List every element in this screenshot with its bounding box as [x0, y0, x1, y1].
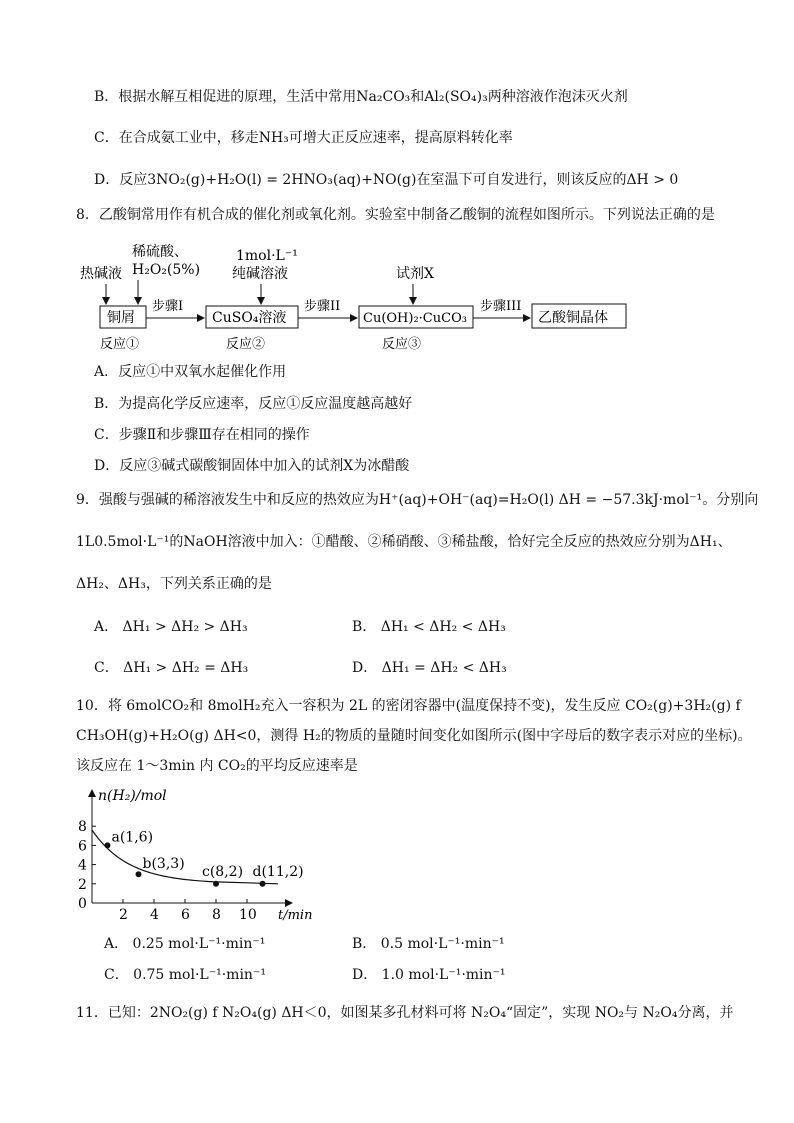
y-tick-label: 6 [78, 838, 87, 855]
q10-option-d: D． 1.0 mol·L⁻¹·min⁻¹ [352, 967, 506, 983]
flow-reagent1: 热碱液 [80, 266, 122, 282]
data-point [213, 881, 219, 887]
q7-option-d: D．反应3NO₂(g)+H₂O(l) = 2HNO₃(aq)+NO(g)在室温下可自发进行，则该反应的ΔH > 0 [94, 172, 679, 188]
y-tick-label: 2 [78, 876, 87, 893]
flow-reagent4: 试剂X [396, 266, 434, 282]
q7-option-b: B．根据水解互相促进的原理，生活中常用Na₂CO₃和Al₂(SO₄)₃两种溶液作泡沫灭火剂 [94, 89, 628, 105]
q7-option-c: C．在合成氨工业中，移走NH₃可增大正反应速率，提高原料转化率 [94, 130, 513, 146]
flow-box4-label: 乙酸铜晶体 [538, 310, 608, 326]
y-tick-label: 8 [78, 819, 87, 836]
x-tick-label: 6 [181, 907, 190, 923]
q9-option-b: B． ΔH₁ < ΔH₂ < ΔH₃ [352, 619, 506, 635]
x-tick-label: 2 [119, 907, 128, 923]
x-tick-label: 8 [212, 907, 221, 923]
q8-flow-diagram [76, 238, 676, 358]
y-tick-label: 4 [78, 857, 87, 874]
q11-stem-line1: 11．已知：2NO₂(g) f N₂O₄(g) ΔH＜0，如图某多孔材料可将 N₂O₄“固定”，实现 NO₂与 N₂O₄分离，并 [76, 1005, 734, 1021]
q10-stem-line1: 10．将 6molCO₂和 8molH₂充入一容积为 2L 的密闭容器中(温度保持不变)，发生反应 CO₂(g)+3H₂(g) f [76, 698, 741, 714]
q8-option-c: C．步骤Ⅱ和步骤Ⅲ存在相同的操作 [94, 427, 310, 443]
point-label: b(3,3) [142, 856, 185, 873]
q9-stem-line3: ΔH₂、ΔH₃，下列关系正确的是 [76, 576, 272, 592]
q8-option-d: D．反应③碱式碳酸铜固体中加入的试剂X为冰醋酸 [94, 458, 410, 474]
x-tick-label: 4 [150, 907, 159, 923]
data-point [260, 881, 266, 887]
q10-stem-line3: 该反应在 1～3min 内 CO₂的平均反应速率是 [76, 758, 358, 774]
q10-stem-line2: CH₃OH(g)+H₂O(g) ΔH<0，测得 H₂的物质的量随时间变化如图所示(图中字母后的数字表示对应的坐标)。 [76, 728, 752, 744]
point-label: d(11,2) [252, 863, 304, 880]
flow-rxn1: 反应① [100, 337, 140, 352]
flow-reagent2-line1: 稀硫酸、 [132, 244, 188, 260]
flow-step3: 步骤III [480, 299, 522, 314]
x-axis-label: t/min [278, 908, 313, 923]
q8-option-a: A．反应①中双氧水起催化作用 [94, 364, 287, 380]
q10-option-c: C． 0.75 mol·L⁻¹·min⁻¹ [104, 967, 266, 983]
q9-stem-line2: 1L0.5mol·L⁻¹的NaOH溶液中加入：①醋酸、②稀硝酸、③稀盐酸，恰好完全反应的热效应分别为ΔH₁、 [76, 534, 732, 550]
q9-option-d: D． ΔH₁ = ΔH₂ < ΔH₃ [352, 660, 507, 676]
flow-box1-label: 铜屑 [107, 310, 135, 326]
point-label: c(8,2) [202, 863, 244, 880]
q10-option-b: B． 0.5 mol·L⁻¹·min⁻¹ [352, 936, 505, 952]
y-tick-label: 0 [78, 896, 87, 912]
q10-option-a: A． 0.25 mol·L⁻¹·min⁻¹ [104, 936, 266, 952]
data-point [136, 871, 142, 877]
q9-option-a: A． ΔH₁ > ΔH₂ > ΔH₃ [94, 619, 248, 635]
y-axis-label: n(H₂)/mol [98, 788, 167, 804]
flow-box2-label: CuSO₄溶液 [212, 310, 287, 326]
q10-chart [70, 784, 330, 924]
q9-stem-line1: 9．强酸与强碱的稀溶液发生中和反应的热效应为H⁺(aq)+OH⁻(aq)=H₂O(l) ΔH = −57.3kJ·mol⁻¹。分别向 [76, 492, 759, 508]
flow-rxn3: 反应③ [382, 337, 422, 352]
flow-box3-label: Cu(OH)₂·CuCO₃ [363, 311, 467, 326]
data-point [105, 842, 111, 848]
flow-reagent3-line1: 1mol·L⁻¹ [236, 248, 298, 264]
flow-step2: 步骤II [304, 299, 341, 314]
q8-stem: 8．乙酸铜常用作有机合成的催化剂或氧化剂。实验室中制备乙酸铜的流程如图所示。下列说法正确的是 [76, 207, 715, 223]
flow-step1: 步骤I [152, 299, 184, 314]
point-label: a(1,6) [111, 829, 154, 846]
flow-reagent2-line2: H₂O₂(5%) [132, 262, 201, 278]
x-tick-label: 10 [239, 907, 257, 923]
flow-rxn2: 反应② [226, 337, 266, 352]
q9-option-c: C． ΔH₁ > ΔH₂ = ΔH₃ [94, 660, 249, 676]
q8-option-b: B．为提高化学反应速率，反应①反应温度越高越好 [94, 396, 413, 412]
flow-reagent3-line2: 纯碱溶液 [232, 266, 288, 282]
